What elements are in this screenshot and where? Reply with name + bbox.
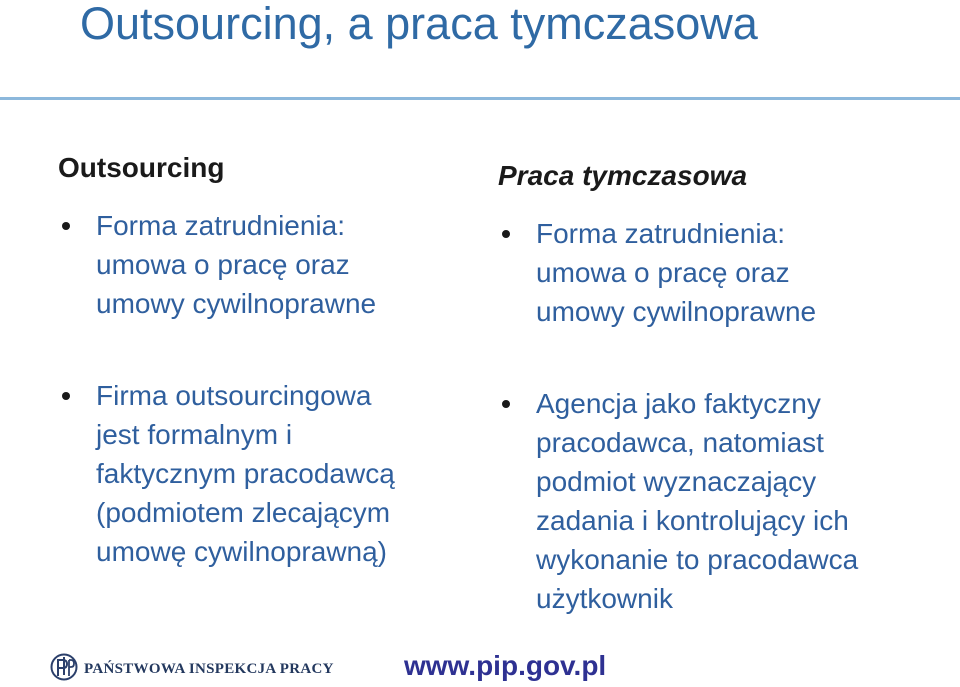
bullet-line: umowa o pracę oraz [96,249,350,280]
bullet-item [58,206,458,323]
bullet-line: (podmiotem zlecającym [96,497,391,528]
bullet-dot-icon [502,400,510,408]
bullet-line: umowy cywilnoprawne [96,288,377,319]
slide-title: Outsourcing, a praca tymczasowa [80,0,758,49]
title-divider [0,97,960,100]
bullet-line: Agencja jako faktyczny [536,388,821,419]
bullet-line: umowy cywilnoprawne [536,296,817,327]
bullet-line: umowę cywilnoprawną) [96,536,388,567]
bullet-dot-icon [62,222,70,230]
bullet-item [58,376,458,571]
organization-name: PAŃSTWOWA INSPEKCJA PRACY [84,661,334,677]
outsourcing-heading: Outsourcing [58,152,225,183]
bullet-line: jest formalnym i [96,419,293,450]
bullet-line: Firma outsourcingowa [96,380,372,411]
bullet-item [498,214,948,331]
bullet-line: pracodawca, natomiast [536,427,824,458]
website-url-link[interactable]: www.pip.gov.pl [404,650,607,681]
bullet-line: wykonanie to pracodawca [536,544,859,575]
bullet-dot-icon [502,230,510,238]
bullet-line: Forma zatrudnienia: [96,210,346,241]
bullet-dot-icon [62,392,70,400]
temporary-work-column [498,160,948,618]
bullet-line: umowa o pracę oraz [536,257,790,288]
temporary-work-heading: Praca tymczasowa [498,160,748,191]
pip-emblem-icon [50,651,78,683]
bullet-line: użytkownik [536,583,673,614]
bullet-item [498,384,948,618]
bullet-line: zadania i kontrolujący ich [536,505,849,536]
temporary-work-bullet-list [498,214,948,618]
outsourcing-bullet-list [58,206,458,571]
bullet-line: Forma zatrudnienia: [536,218,786,249]
bullet-line: podmiot wyznaczający [536,466,817,497]
bullet-line: faktycznym pracodawcą [96,458,395,489]
outsourcing-column [58,152,458,571]
